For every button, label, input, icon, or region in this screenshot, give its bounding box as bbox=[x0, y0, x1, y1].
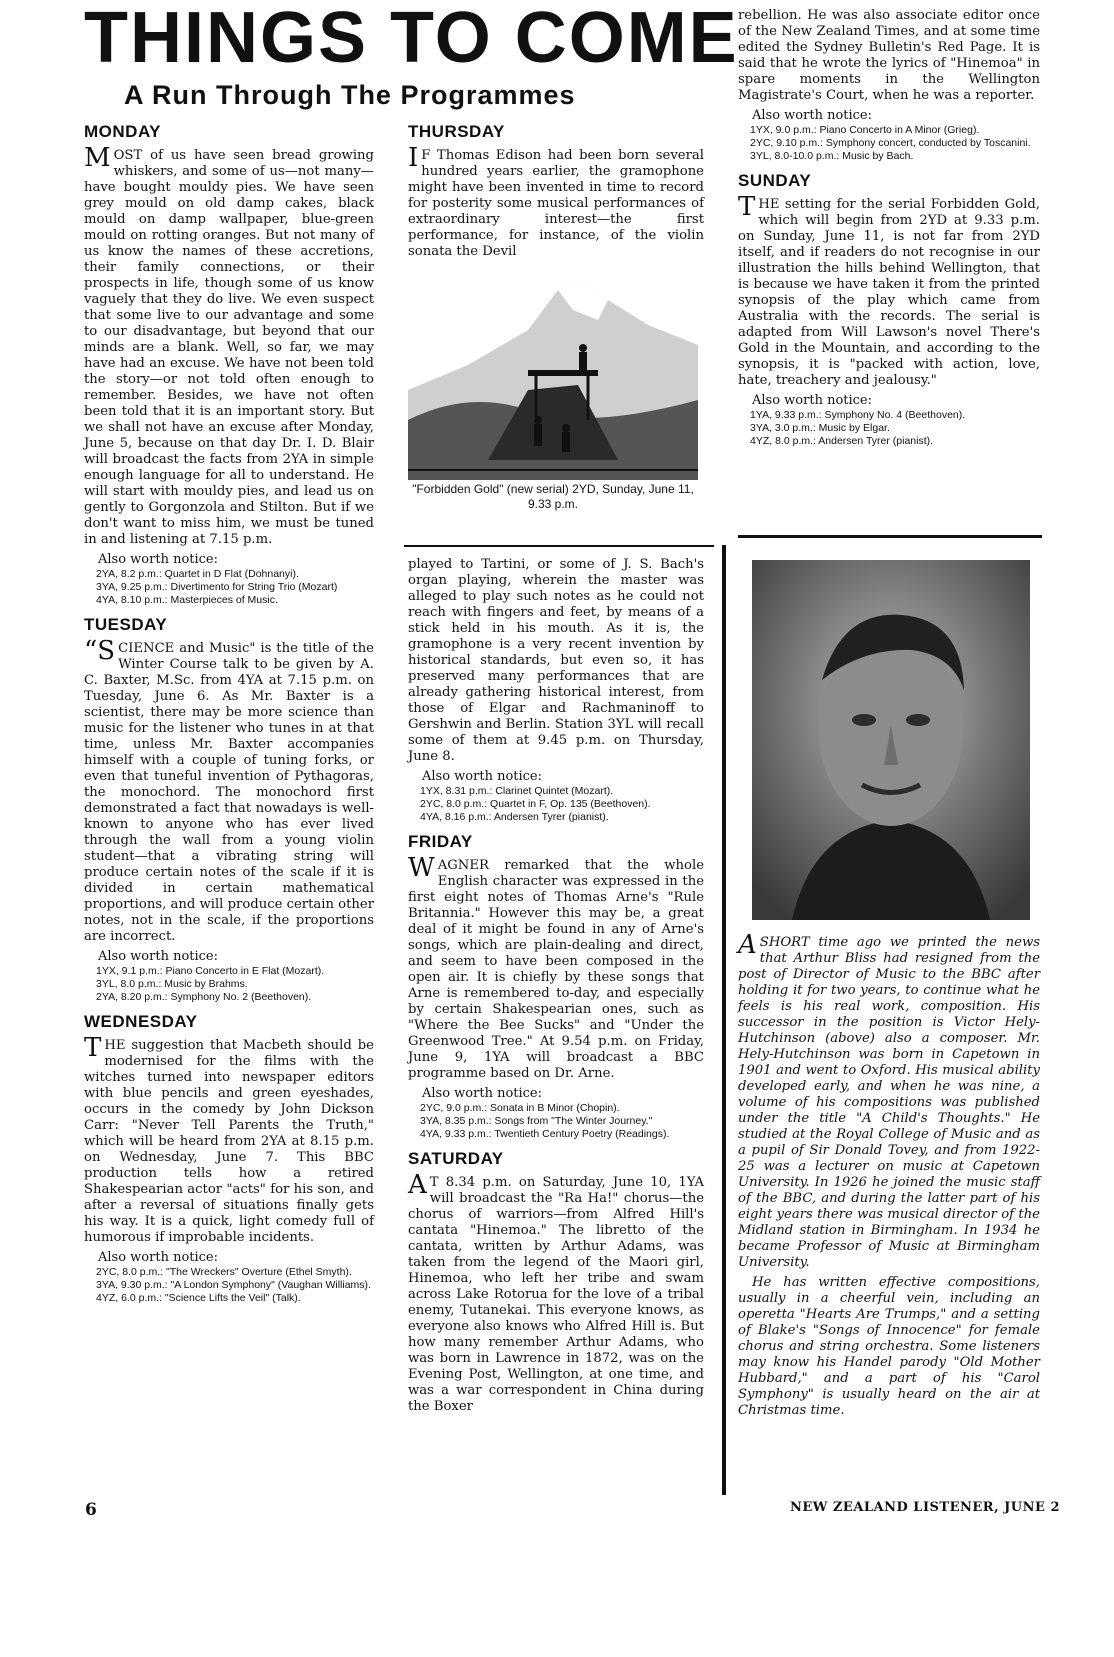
column-2-continued bbox=[408, 557, 704, 1423]
bliss-article-paragraph-2: He has written effective compositions, usually in a cheerful vein, including an operetta "Hearts Are Trumps," and a setting of Blake's "Songs of Innocence" for female chorus and string orchestra. Some listeners may know his Handel parody "Old Mother Hubbard," and a part of his "Carol Symphony" is usually heard on the air at Christmas time. bbox=[738, 1275, 1040, 1418]
monday-article: MOST of us have seen bread growing whiskers, and some of us—not many—have bought mouldy pies. We have seen grey mould on old damp cakes, black mould on damp wallpaper, blue-green mould on rotting oranges. But not many of us know the names of these accretions, their family connections, or their prospects in life, though some of us know vaguely that they do live. We even suspect that some live to our advantage and some to our disadvantage, but beyond that our minds are a blank. Well, so far, we may have had an excuse. We have not been told the story—or not told often enough to remember. Besides, we have not often been told that it is an important story. But we shall not have an excuse after Monday, June 5, because on that day Dr. I. D. Blair will broadcast the facts from 2YA in simple enough language for all to understand. He will start with mouldy pies, and lead us on gently to Gorgonzola and Stilton. But if we don't want to miss him, we must be tuned in and listening at 7.15 p.m. bbox=[84, 143, 374, 547]
notice-heading: Also worth notice: bbox=[752, 393, 873, 408]
notice-item: 4YZ, 6.0 p.m.: "Science Lifts the Veil" (Talk). bbox=[96, 1292, 301, 1304]
column-2 bbox=[408, 122, 704, 264]
notice-item: 4YA, 9.33 p.m.: Twentieth Century Poetry (Readings). bbox=[420, 1128, 670, 1140]
notice-item: 4YA, 8.16 p.m.: Andersen Tyrer (pianist). bbox=[420, 811, 609, 823]
section-sunday bbox=[738, 171, 1040, 448]
notice-item: 2YC, 9.10 p.m.: Symphony concert, conducted by Toscanini. bbox=[750, 137, 1031, 149]
notice-list bbox=[420, 785, 704, 824]
page-number: 6 bbox=[85, 1500, 97, 1520]
section-saturday bbox=[408, 1149, 704, 1415]
day-heading-monday: MONDAY bbox=[84, 122, 161, 141]
notice-item: 2YC, 9.0 p.m.: Sonata in B Minor (Chopin). bbox=[420, 1102, 620, 1114]
notice-list bbox=[96, 965, 374, 1004]
day-heading-thursday: THURSDAY bbox=[408, 122, 505, 141]
notice-list bbox=[750, 409, 1040, 448]
notice-heading: Also worth notice: bbox=[98, 1250, 219, 1265]
dropcap: I bbox=[408, 143, 419, 173]
day-heading-saturday: SATURDAY bbox=[408, 1149, 504, 1168]
forbidden-gold-illustration bbox=[408, 270, 698, 480]
notice-item: 2YC, 8.0 p.m.: Quartet in F, Op. 135 (Beethoven). bbox=[420, 798, 651, 810]
thursday-article-continued: played to Tartini, or some of J. S. Bach's organ playing, wherein the master was alleged to play such notes as he could not reach with fingers and feet, by means of a stick held in his mouth. As it is, the gramophone is a very recent invention by historical standards, but even so, it has preserved many performances that are already gathering historical interest, from those of Elgar and Rachmaninoff to Gershwin and Berlin. Station 3YL will recall some of them at 9.45 p.m. on Thursday, June 8. bbox=[408, 557, 704, 764]
notice-list bbox=[420, 1102, 704, 1141]
notice-item: 2YA, 8.2 p.m.: Quartet in D Flat (Dohnanyi). bbox=[96, 568, 299, 580]
notice-item: 2YA, 8.20 p.m.: Symphony No. 2 (Beethoven). bbox=[96, 991, 312, 1003]
dropcap: M bbox=[84, 143, 111, 173]
divider-line bbox=[404, 545, 714, 547]
notice-heading: Also worth notice: bbox=[422, 769, 543, 784]
notice-item: 3YA, 8.35 p.m.: Songs from "The Winter Journey." bbox=[420, 1115, 653, 1127]
page-title: THINGS TO COME bbox=[84, 0, 739, 78]
tuesday-article: “SCIENCE and Music" is the title of the Winter Course talk to be given by A. C. Baxter, M.Sc. from 4YA at 7.15 p.m. on Tuesday, June 6. As Mr. Baxter is a scientist, there may be more science than music for the listener who tunes in at that time, unless Mr. Baxter accompanies himself with a couple of tuning forks, or even that tuneful invention of Pythagoras, the monochord. The monochord first demonstrated a fact that nowadays is well-known to anyone who has ever lived through the wall from a young violin student—that a vibrating string will produce certain notes of the scale if it is divided in certain mathematical proportions, and will produce certain other notes, not in the scale, if the proportions are incorrect. bbox=[84, 636, 374, 944]
notice-item: 3YA, 9.25 p.m.: Divertimento for String Trio (Mozart) bbox=[96, 581, 338, 593]
dropcap: T bbox=[738, 192, 756, 222]
divider-line bbox=[738, 535, 1042, 538]
dropcap: “S bbox=[84, 636, 116, 666]
day-heading-sunday: SUNDAY bbox=[738, 171, 812, 190]
notice-item: 4YA, 8.10 p.m.: Masterpieces of Music. bbox=[96, 594, 278, 606]
section-monday bbox=[84, 122, 374, 607]
dropcap: A bbox=[738, 930, 757, 960]
notice-heading: Also worth notice: bbox=[98, 949, 219, 964]
notice-item: 1YX, 9.1 p.m.: Piano Concerto in E Flat (Mozart). bbox=[96, 965, 325, 977]
section-wednesday bbox=[84, 1012, 374, 1305]
notice-item: 1YX, 8.31 p.m.: Clarinet Quintet (Mozart). bbox=[420, 785, 614, 797]
thursday-article: I F Thomas Edison had been born several hundred years earlier, the gramophone might have been invented in time to record for posterity some musical performances of extraordinary interest—the first performance, for instance, of the violin sonata the Devil bbox=[408, 143, 704, 259]
bliss-article: ASHORT time ago we printed the news that Arthur Bliss had resigned from the post of Director of Music to the BBC after holding it for two years, to continue what he feels is his real work, composition. His successor in the position is Victor Hely-Hutchinson (above) also a composer. Mr. Hely-Hutchinson was born in Capetown in 1901 and went to Oxford. His musical ability developed early, and when he was nine, a volume of his compositions was published under the title "A Child's Thoughts." He studied at the Royal College of Music and as a pupil of Sir Donald Tovey, and from 1922-25 was a lecturer on music at Capetown University. In 1926 he joined the music staff of the BBC, and during the latter part of his eight years there was musical director of the Midland station in Birmingham. In 1934 he became Professor of Music at Birmingham University. bbox=[738, 930, 1040, 1270]
dropcap: T bbox=[84, 1033, 102, 1063]
notice-item: 2YC, 8.0 p.m.: "The Wreckers" Overture (Ethel Smyth). bbox=[96, 1266, 352, 1278]
column-3-continued bbox=[738, 930, 1040, 1423]
notice-heading: Also worth notice: bbox=[422, 1086, 543, 1101]
column-1 bbox=[84, 122, 374, 1313]
notice-item: 4YZ, 8.0 p.m.: Andersen Tyrer (pianist). bbox=[750, 435, 934, 447]
saturday-article: A T 8.34 p.m. on Saturday, June 10, 1YA will broadcast the "Ra Ha!" chorus—the chorus of warriors—from Alfred Hill's cantata "Hinemoa." The libretto of the cantata, written by Arthur Adams, was taken from the legend of the Maori girl, Hinemoa, who left her tribe and swam across Lake Rotorua for the love of a tribal enemy, Tutanekai. This everyone knows, as everyone also knows who Alfred Hill is. But how many remember Arthur Adams, who was born in Lawrence in 1872, was on the Evening Post, Wellington, at one time, and was a war correspondent in China during the Boxer bbox=[408, 1170, 704, 1414]
notice-heading: Also worth notice: bbox=[98, 552, 219, 567]
day-heading-friday: FRIDAY bbox=[408, 832, 473, 851]
illustration-caption: "Forbidden Gold" (new serial) 2YD, Sunday, June 11, 9.33 p.m. bbox=[412, 482, 694, 511]
dropcap: W bbox=[408, 853, 435, 883]
notice-item: 3YL, 8.0-10.0 p.m.: Music by Bach. bbox=[750, 150, 914, 162]
notice-item: 3YA, 9.30 p.m.: "A London Symphony" (Vaughan Williams). bbox=[96, 1279, 371, 1291]
section-friday bbox=[408, 832, 704, 1141]
notice-item: 1YX, 9.0 p.m.: Piano Concerto in A Minor (Grieg). bbox=[750, 124, 980, 136]
notice-list bbox=[96, 1266, 374, 1305]
portrait-photo bbox=[752, 560, 1030, 920]
column-rule bbox=[722, 545, 726, 1495]
notice-item: 3YL, 8.0 p.m.: Music by Brahms. bbox=[96, 978, 248, 990]
notice-list bbox=[750, 124, 1040, 163]
saturday-article-continued: rebellion. He was also associate editor once of the New Zealand Times, and at some time edited the Sydney Bulletin's Red Page. It is said that he wrote the lyrics of "Hinemoa" in spare moments in the Wellington Magistrate's Court, when he was a reporter. bbox=[738, 8, 1040, 103]
notice-item: 3YA, 3.0 p.m.: Music by Elgar. bbox=[750, 422, 890, 434]
footer-masthead: NEW ZEALAND LISTENER, JUNE 2 bbox=[790, 1500, 1061, 1515]
notice-list bbox=[96, 568, 374, 607]
day-heading-tuesday: TUESDAY bbox=[84, 615, 168, 634]
column-3 bbox=[738, 8, 1040, 456]
sunday-article: THE setting for the serial Forbidden Gold, which will begin from 2YD at 9.33 p.m. on Sunday, June 11, is not far from 2YD itself, and if readers do not recognise in our illustration the hills behind Wellington, that is because we have taken it from the printed synopsis of the play which came from Australia with the records. The serial is adapted from Will Lawson's novel There's Gold in the Mountain, and according to the synopsis, it is "packed with action, love, hate, treachery and jealousy." bbox=[738, 192, 1040, 388]
notice-item: 1YA, 9.33 p.m.: Symphony No. 4 (Beethoven). bbox=[750, 409, 966, 421]
section-thursday-continued bbox=[408, 557, 704, 824]
page-subtitle: A Run Through The Programmes bbox=[124, 80, 576, 110]
day-heading-wednesday: WEDNESDAY bbox=[84, 1012, 198, 1031]
dropcap: A bbox=[408, 1170, 427, 1200]
section-saturday-continued bbox=[738, 8, 1040, 163]
wednesday-article: THE suggestion that Macbeth should be modernised for the films with the witches turned into newspaper editors with blue pencils and green eyeshades, occurs in the comedy by John Dickson Carr: "Never Tell Parents the Truth," which will be heard from 2YA at 8.15 p.m. on Wednesday, June 7. This BBC production tells how a retired Shakespearian actor "acts" for his son, and after a reversal of situations finally gets his way. It is a quick, light comedy full of humorous if improbable incidents. bbox=[84, 1033, 374, 1245]
notice-heading: Also worth notice: bbox=[752, 108, 873, 123]
friday-article: WAGNER remarked that the whole English character was expressed in the first eight notes of Thomas Arne's "Rule Britannia." However this may be, a great deal of it might be found in any of Arne's songs, which are plain-dealing and direct, and seem to have been composed in the open air. It is chiefly by these songs that Arne is remembered to-day, and especially by certain Shakespearian ones, such as "Where the Bee Sucks" and "Under the Greenwood Tree." At 9.54 p.m. on Friday, June 9, 1YA will broadcast a BBC programme based on Dr. Arne. bbox=[408, 853, 704, 1081]
section-tuesday bbox=[84, 615, 374, 1004]
